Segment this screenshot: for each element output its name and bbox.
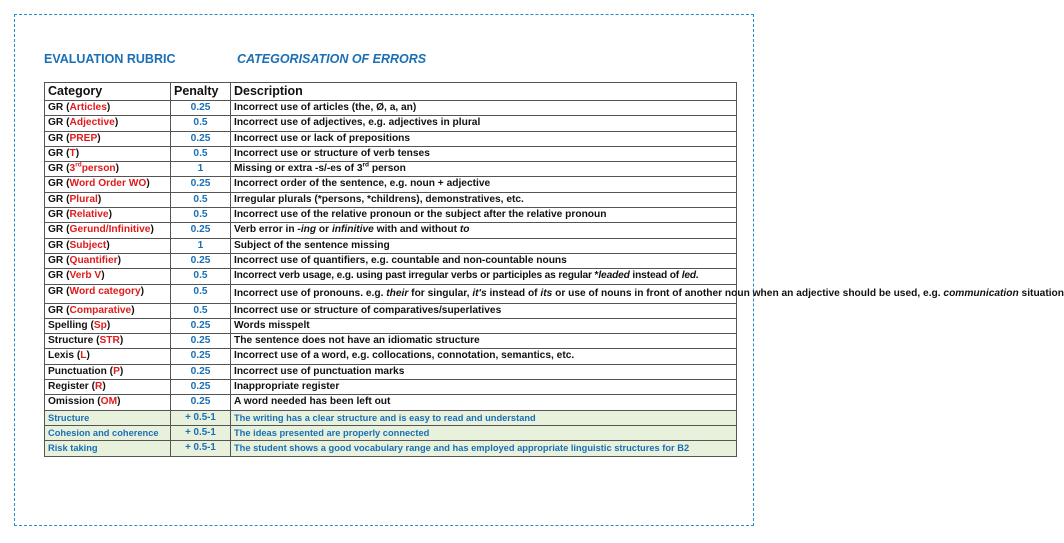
bonus-category-cell: Risk taking [45,441,171,456]
penalty-cell: 1 [171,162,231,177]
table-row [45,349,737,364]
penalty-header: Penalty [171,83,231,101]
bonus-penalty-cell: + 0.5-1 [171,425,231,440]
description-cell: Verb error in -ing or infinitive with and without to [231,223,737,238]
description-cell: Missing or extra -s/-es of 3rd person [231,162,737,177]
penalty-cell: 0.5 [171,269,231,284]
description-cell: Incorrect use of pronouns. e.g. their for singular, it's instead of its or use of nouns in front of another noun when an adjective should be used, e.g. communication situation [231,284,737,303]
error-code: 3rdperson [69,161,116,175]
bonus-description-cell: The student shows a good vocabulary range and has employed appropriate linguistic structures for B2 [231,441,737,456]
bonus-row [45,410,737,425]
category-cell: Spelling (Sp) [45,318,171,333]
bonus-description-cell: The writing has a clear structure and is easy to read and understand [231,410,737,425]
table-row [45,253,737,268]
penalty-cell: 0.5 [171,303,231,318]
description-cell: Incorrect use or structure of verb tenses [231,146,737,161]
description-cell: Incorrect use of punctuation marks [231,364,737,379]
table-row [45,223,737,238]
penalty-cell: 0.25 [171,131,231,146]
description-cell: The sentence does not have an idiomatic structure [231,334,737,349]
penalty-cell: 0.25 [171,334,231,349]
description-cell: Incorrect verb usage, e.g. using past irregular verbs or participles as regular *leaded instead of led. [231,269,737,284]
rubric-title: EVALUATION RUBRIC [44,52,176,66]
error-code: STR [99,335,120,347]
category-cell: GR (Verb V) [45,269,171,284]
error-code: Plural [69,193,98,205]
bonus-category-cell: Structure [45,410,171,425]
bonus-penalty-cell: + 0.5-1 [171,410,231,425]
penalty-cell: 0.5 [171,284,231,303]
bonus-category-cell: Cohesion and coherence [45,425,171,440]
description-cell: Incorrect use of adjectives, e.g. adjectives in plural [231,116,737,131]
error-code: Sp [93,319,107,331]
error-code: P [113,365,120,377]
error-code: Comparative [69,304,132,316]
description-cell: Incorrect order of the sentence, e.g. noun + adjective [231,177,737,192]
table-row [45,364,737,379]
description-cell: Incorrect use of a word, e.g. collocations, connotation, semantics, etc. [231,349,737,364]
category-cell: GR (Plural) [45,192,171,207]
error-code: T [69,147,76,159]
description-cell: Inappropriate register [231,380,737,395]
penalty-cell: 0.25 [171,349,231,364]
table-row [45,318,737,333]
penalty-cell: 0.25 [171,253,231,268]
table-row [45,238,737,253]
error-code: Articles [69,102,107,113]
penalty-cell: 0.5 [171,116,231,131]
category-cell: GR (Adjective) [45,116,171,131]
penalty-cell: 0.25 [171,101,231,116]
categorisation-title: CATEGORISATION OF ERRORS [237,52,427,66]
table-row [45,162,737,177]
category-cell: GR (T) [45,146,171,161]
category-cell: GR (Word Order WO) [45,177,171,192]
penalty-cell: 0.5 [171,208,231,223]
category-cell: Omission (OM) [45,395,171,410]
penalty-cell: 0.5 [171,192,231,207]
error-code: OM [100,396,118,408]
description-cell: Incorrect use or structure of comparatives/superlatives [231,303,737,318]
description-header: Description [231,83,737,101]
category-cell: GR (Relative) [45,208,171,223]
error-code: Subject [69,239,107,251]
error-code: PREP [69,132,98,144]
error-code: Word category [69,285,141,297]
category-cell: Lexis (L) [45,349,171,364]
error-code: Verb V [69,270,102,282]
description-cell: Subject of the sentence missing [231,238,737,253]
description-cell: Incorrect use or lack of prepositions [231,131,737,146]
table-row [45,269,737,284]
table-row [45,116,737,131]
penalty-cell: 0.25 [171,177,231,192]
penalty-cell: 0.25 [171,380,231,395]
table-row [45,334,737,349]
description-cell: Irregular plurals (*persons, *childrens), demonstratives, etc. [231,192,737,207]
category-cell: Register (R) [45,380,171,395]
table-row [45,192,737,207]
penalty-cell: 0.25 [171,395,231,410]
bonus-row [45,425,737,440]
category-cell: GR (Subject) [45,238,171,253]
category-cell: GR (Word category) [45,284,171,303]
penalty-cell: 0.5 [171,146,231,161]
table-row [45,395,737,410]
table-row [45,177,737,192]
error-rubric-table [44,82,1064,457]
table-row [45,101,737,116]
description-cell: Incorrect use of quantifiers, e.g. countable and non-countable nouns [231,253,737,268]
bonus-row [45,441,737,456]
error-code: L [80,350,87,362]
description-cell: A word needed has been left out [231,395,737,410]
category-cell: GR (Gerund/Infinitive) [45,223,171,238]
penalty-cell: 0.25 [171,318,231,333]
error-code: Quantifier [69,254,118,266]
category-cell: GR (PREP) [45,131,171,146]
error-code: Adjective [69,117,115,129]
category-cell: GR (Comparative) [45,303,171,318]
bonus-description-cell: The ideas presented are properly connected [231,425,737,440]
table-row [45,208,737,223]
description-cell: Words misspelt [231,318,737,333]
error-code: Word Order WO [69,178,147,190]
error-code: Relative [69,209,109,221]
table-row [45,131,737,146]
table-row [45,146,737,161]
category-header: Category [45,83,171,101]
category-cell: Punctuation (P) [45,364,171,379]
category-cell: Structure (STR) [45,334,171,349]
table-row [45,303,737,318]
bonus-penalty-cell: + 0.5-1 [171,441,231,456]
category-cell: GR (3rdperson) [45,162,171,177]
category-cell: GR (Quantifier) [45,253,171,268]
table-row [45,284,737,303]
table-header-row [45,83,737,101]
error-code: R [95,381,103,393]
description-cell: Incorrect use of articles (the, Ø, a, an) [231,101,737,116]
penalty-cell: 0.25 [171,223,231,238]
description-cell: Incorrect use of the relative pronoun or the subject after the relative pronoun [231,208,737,223]
penalty-cell: 1 [171,238,231,253]
error-code: Gerund/Infinitive [69,224,151,236]
penalty-cell: 0.25 [171,364,231,379]
table-row [45,380,737,395]
category-cell: GR (Articles) [45,101,171,116]
